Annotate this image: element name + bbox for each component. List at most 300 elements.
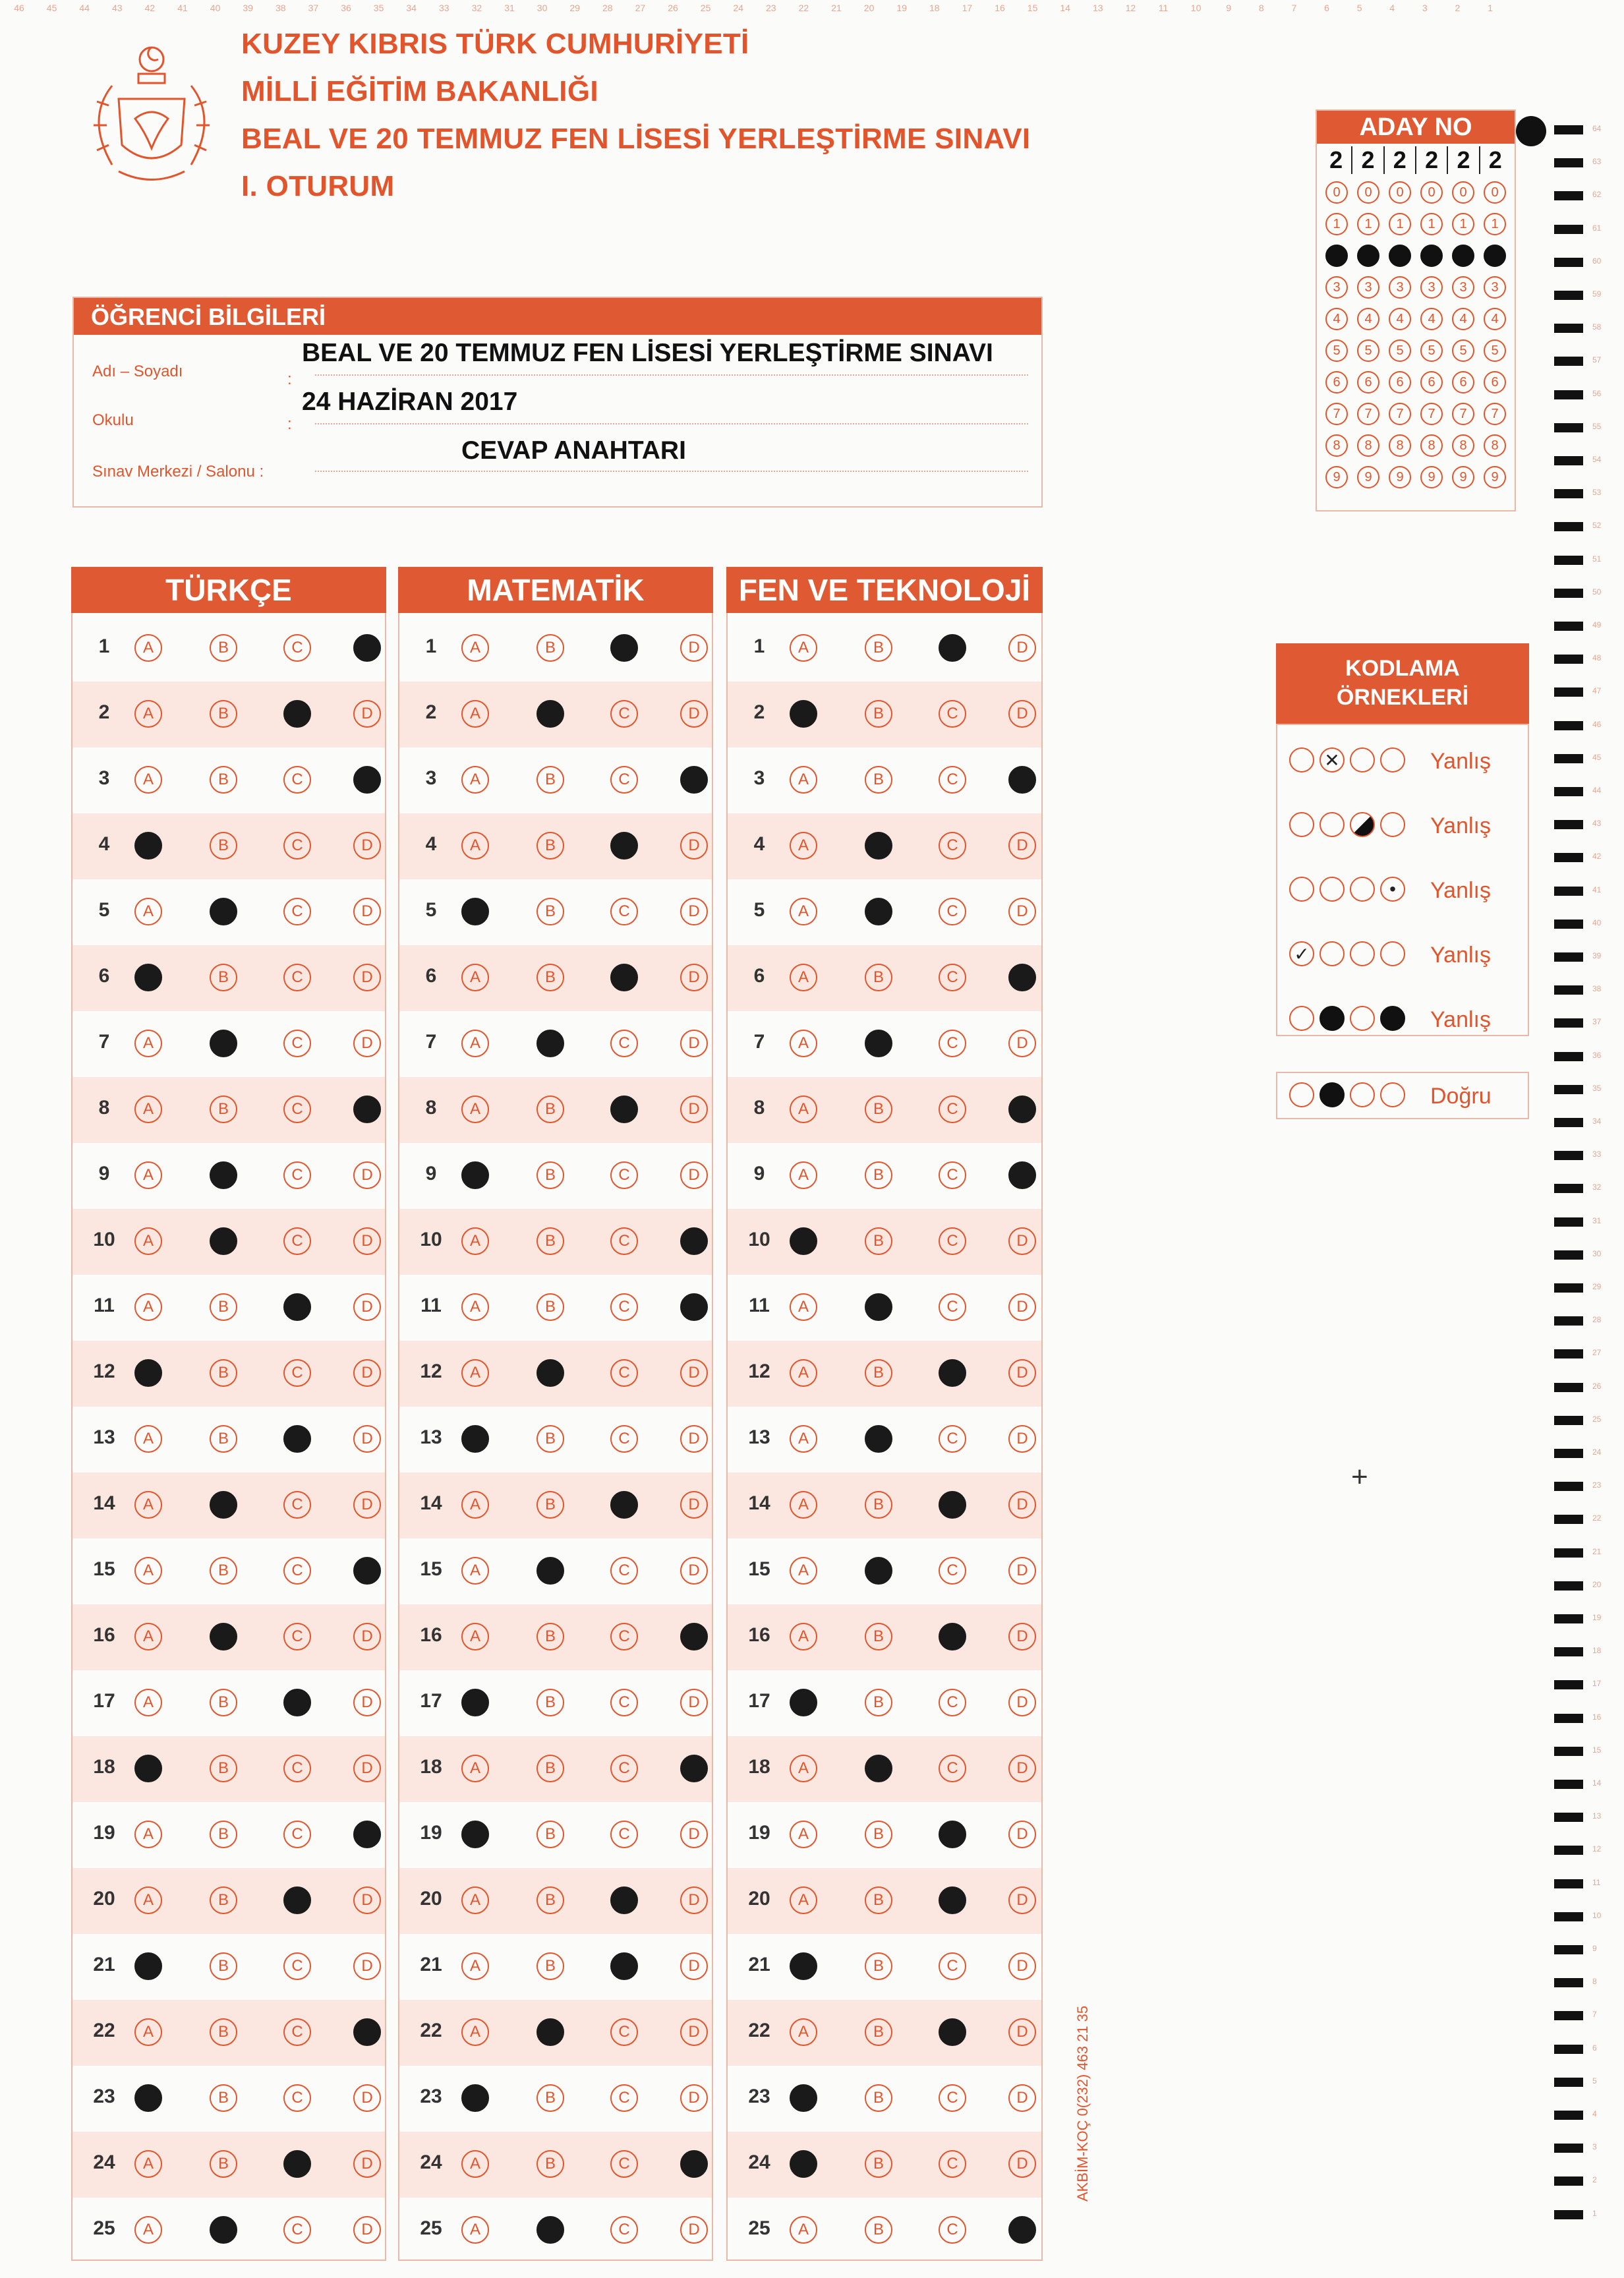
answer-bubble-c[interactable]: C	[283, 1425, 311, 1453]
answer-bubble-c[interactable]: C	[283, 2084, 311, 2112]
answer-bubble-c[interactable]: C	[283, 2150, 311, 2178]
aday-bubble-6[interactable]: 6	[1389, 371, 1411, 394]
answer-bubble-d[interactable]: D	[353, 2150, 381, 2178]
answer-bubble-a[interactable]: A	[790, 2216, 817, 2244]
answer-bubble-a[interactable]: A	[461, 1095, 489, 1123]
answer-bubble-c[interactable]: C	[610, 634, 638, 662]
answer-bubble-d[interactable]: D	[680, 766, 708, 794]
answer-bubble-b[interactable]: B	[865, 898, 892, 925]
answer-bubble-d[interactable]: D	[680, 2150, 708, 2178]
answer-bubble-c[interactable]: C	[939, 1821, 966, 1848]
answer-bubble-d[interactable]: D	[680, 1095, 708, 1123]
answer-bubble-b[interactable]: B	[536, 1689, 564, 1716]
answer-bubble-b[interactable]: B	[536, 2150, 564, 2178]
answer-bubble-b[interactable]: B	[536, 2216, 564, 2244]
answer-bubble-c[interactable]: C	[283, 1821, 311, 1848]
answer-bubble-c[interactable]: C	[610, 964, 638, 991]
answer-bubble-c[interactable]: C	[610, 832, 638, 860]
answer-bubble-d[interactable]: D	[353, 2216, 381, 2244]
aday-bubble-9[interactable]: 9	[1389, 466, 1411, 488]
answer-bubble-a[interactable]: A	[134, 1557, 162, 1585]
answer-bubble-b[interactable]: B	[865, 2084, 892, 2112]
answer-bubble-d[interactable]: D	[353, 1095, 381, 1123]
answer-bubble-b[interactable]: B	[865, 1359, 892, 1387]
answer-bubble-d[interactable]: D	[680, 2084, 708, 2112]
aday-bubble-5[interactable]: 5	[1452, 339, 1474, 362]
aday-bubble-7[interactable]: 7	[1325, 403, 1348, 425]
aday-bubble-6[interactable]: 6	[1325, 371, 1348, 394]
answer-bubble-d[interactable]: D	[353, 1886, 381, 1914]
answer-bubble-d[interactable]: D	[680, 2018, 708, 2046]
aday-bubble-6[interactable]: 6	[1452, 371, 1474, 394]
answer-bubble-d[interactable]: D	[1008, 1557, 1036, 1585]
answer-bubble-d[interactable]: D	[680, 898, 708, 925]
answer-bubble-c[interactable]: C	[283, 1161, 311, 1189]
answer-bubble-c[interactable]: C	[283, 2018, 311, 2046]
answer-bubble-a[interactable]: A	[134, 1425, 162, 1453]
answer-bubble-d[interactable]: D	[353, 1821, 381, 1848]
answer-bubble-d[interactable]: D	[1008, 1689, 1036, 1716]
answer-bubble-a[interactable]: A	[461, 634, 489, 662]
answer-bubble-b[interactable]: B	[210, 1359, 237, 1387]
answer-bubble-c[interactable]: C	[283, 1755, 311, 1782]
answer-bubble-b[interactable]: B	[865, 1293, 892, 1321]
answer-bubble-c[interactable]: C	[283, 1689, 311, 1716]
answer-bubble-b[interactable]: B	[865, 1886, 892, 1914]
aday-bubble-2[interactable]: 2	[1484, 245, 1506, 267]
answer-bubble-a[interactable]: A	[790, 766, 817, 794]
answer-bubble-d[interactable]: D	[1008, 1821, 1036, 1848]
answer-bubble-a[interactable]: A	[134, 1095, 162, 1123]
answer-bubble-d[interactable]: D	[1008, 2216, 1036, 2244]
answer-bubble-a[interactable]: A	[790, 1095, 817, 1123]
answer-bubble-c[interactable]: C	[283, 1030, 311, 1057]
answer-bubble-b[interactable]: B	[865, 2216, 892, 2244]
answer-bubble-a[interactable]: A	[790, 1359, 817, 1387]
answer-bubble-d[interactable]: D	[1008, 1359, 1036, 1387]
answer-bubble-b[interactable]: B	[536, 2084, 564, 2112]
answer-bubble-a[interactable]: A	[461, 832, 489, 860]
answer-bubble-c[interactable]: C	[939, 700, 966, 728]
answer-bubble-c[interactable]: C	[283, 964, 311, 991]
answer-bubble-c[interactable]: C	[283, 700, 311, 728]
answer-bubble-b[interactable]: B	[536, 898, 564, 925]
answer-bubble-b[interactable]: B	[210, 1886, 237, 1914]
answer-bubble-a[interactable]: A	[790, 1689, 817, 1716]
answer-bubble-a[interactable]: A	[461, 2216, 489, 2244]
answer-bubble-c[interactable]: C	[283, 832, 311, 860]
answer-bubble-d[interactable]: D	[1008, 1623, 1036, 1650]
answer-bubble-d[interactable]: D	[1008, 1491, 1036, 1519]
answer-bubble-b[interactable]: B	[210, 1755, 237, 1782]
answer-bubble-a[interactable]: A	[790, 1886, 817, 1914]
answer-bubble-c[interactable]: C	[610, 1952, 638, 1980]
aday-bubble-4[interactable]: 4	[1325, 308, 1348, 330]
answer-bubble-a[interactable]: A	[790, 964, 817, 991]
answer-bubble-a[interactable]: A	[790, 1491, 817, 1519]
answer-bubble-a[interactable]: A	[134, 1161, 162, 1189]
answer-bubble-a[interactable]: A	[461, 700, 489, 728]
answer-bubble-a[interactable]: A	[134, 1293, 162, 1321]
aday-bubble-9[interactable]: 9	[1420, 466, 1443, 488]
answer-bubble-a[interactable]: A	[790, 1755, 817, 1782]
answer-bubble-d[interactable]: D	[680, 1821, 708, 1848]
answer-bubble-c[interactable]: C	[283, 1623, 311, 1650]
answer-bubble-a[interactable]: A	[461, 964, 489, 991]
answer-bubble-c[interactable]: C	[610, 1161, 638, 1189]
answer-bubble-b[interactable]: B	[865, 1821, 892, 1848]
answer-bubble-b[interactable]: B	[865, 1755, 892, 1782]
answer-bubble-c[interactable]: C	[283, 1227, 311, 1255]
answer-bubble-b[interactable]: B	[210, 2018, 237, 2046]
answer-bubble-b[interactable]: B	[536, 1425, 564, 1453]
answer-bubble-b[interactable]: B	[536, 1623, 564, 1650]
aday-bubble-1[interactable]: 1	[1452, 213, 1474, 235]
answer-bubble-c[interactable]: C	[939, 1886, 966, 1914]
answer-bubble-d[interactable]: D	[680, 1227, 708, 1255]
answer-bubble-b[interactable]: B	[536, 1952, 564, 1980]
aday-bubble-0[interactable]: 0	[1452, 181, 1474, 204]
answer-bubble-a[interactable]: A	[134, 634, 162, 662]
aday-bubble-7[interactable]: 7	[1420, 403, 1443, 425]
aday-bubble-3[interactable]: 3	[1484, 276, 1506, 299]
aday-bubble-9[interactable]: 9	[1484, 466, 1506, 488]
aday-bubble-7[interactable]: 7	[1484, 403, 1506, 425]
answer-bubble-c[interactable]: C	[939, 634, 966, 662]
answer-bubble-b[interactable]: B	[210, 832, 237, 860]
aday-bubble-4[interactable]: 4	[1357, 308, 1379, 330]
answer-bubble-d[interactable]: D	[353, 1557, 381, 1585]
answer-bubble-d[interactable]: D	[353, 1623, 381, 1650]
answer-bubble-c[interactable]: C	[610, 1755, 638, 1782]
answer-bubble-c[interactable]: C	[610, 1293, 638, 1321]
answer-bubble-a[interactable]: A	[134, 2216, 162, 2244]
aday-bubble-5[interactable]: 5	[1389, 339, 1411, 362]
answer-bubble-a[interactable]: A	[790, 1227, 817, 1255]
answer-bubble-b[interactable]: B	[865, 1952, 892, 1980]
answer-bubble-b[interactable]: B	[536, 700, 564, 728]
answer-bubble-c[interactable]: C	[939, 1227, 966, 1255]
answer-bubble-c[interactable]: C	[939, 1425, 966, 1453]
answer-bubble-d[interactable]: D	[680, 964, 708, 991]
answer-bubble-b[interactable]: B	[865, 1425, 892, 1453]
answer-bubble-a[interactable]: A	[461, 1491, 489, 1519]
answer-bubble-a[interactable]: A	[134, 1030, 162, 1057]
answer-bubble-b[interactable]: B	[210, 1952, 237, 1980]
answer-bubble-c[interactable]: C	[939, 1755, 966, 1782]
aday-bubble-9[interactable]: 9	[1357, 466, 1379, 488]
aday-bubble-7[interactable]: 7	[1357, 403, 1379, 425]
answer-bubble-a[interactable]: A	[461, 1557, 489, 1585]
answer-bubble-d[interactable]: D	[680, 1557, 708, 1585]
answer-bubble-c[interactable]: C	[610, 1491, 638, 1519]
answer-bubble-a[interactable]: A	[790, 1293, 817, 1321]
aday-bubble-8[interactable]: 8	[1420, 434, 1443, 457]
aday-bubble-4[interactable]: 4	[1389, 308, 1411, 330]
answer-bubble-a[interactable]: A	[134, 766, 162, 794]
aday-bubble-3[interactable]: 3	[1389, 276, 1411, 299]
answer-bubble-a[interactable]: A	[790, 2018, 817, 2046]
answer-bubble-b[interactable]: B	[210, 2216, 237, 2244]
answer-bubble-a[interactable]: A	[790, 1952, 817, 1980]
answer-bubble-d[interactable]: D	[1008, 832, 1036, 860]
aday-bubble-8[interactable]: 8	[1484, 434, 1506, 457]
answer-bubble-a[interactable]: A	[134, 898, 162, 925]
answer-bubble-c[interactable]: C	[939, 2216, 966, 2244]
answer-bubble-b[interactable]: B	[210, 700, 237, 728]
answer-bubble-a[interactable]: A	[134, 964, 162, 991]
answer-bubble-c[interactable]: C	[939, 898, 966, 925]
aday-bubble-5[interactable]: 5	[1484, 339, 1506, 362]
answer-bubble-c[interactable]: C	[283, 1557, 311, 1585]
answer-bubble-d[interactable]: D	[353, 700, 381, 728]
answer-bubble-d[interactable]: D	[1008, 1030, 1036, 1057]
aday-bubble-5[interactable]: 5	[1357, 339, 1379, 362]
answer-bubble-d[interactable]: D	[680, 2216, 708, 2244]
answer-bubble-b[interactable]: B	[210, 1095, 237, 1123]
aday-bubble-7[interactable]: 7	[1452, 403, 1474, 425]
answer-bubble-b[interactable]: B	[210, 1821, 237, 1848]
answer-bubble-a[interactable]: A	[790, 832, 817, 860]
answer-bubble-c[interactable]: C	[939, 1095, 966, 1123]
answer-bubble-b[interactable]: B	[210, 2150, 237, 2178]
answer-bubble-d[interactable]: D	[1008, 1095, 1036, 1123]
answer-bubble-b[interactable]: B	[865, 1491, 892, 1519]
aday-bubble-4[interactable]: 4	[1420, 308, 1443, 330]
answer-bubble-a[interactable]: A	[134, 1359, 162, 1387]
answer-bubble-a[interactable]: A	[461, 766, 489, 794]
aday-bubble-3[interactable]: 3	[1325, 276, 1348, 299]
aday-bubble-8[interactable]: 8	[1357, 434, 1379, 457]
answer-bubble-c[interactable]: C	[283, 2216, 311, 2244]
answer-bubble-d[interactable]: D	[353, 1227, 381, 1255]
answer-bubble-d[interactable]: D	[353, 634, 381, 662]
aday-bubble-1[interactable]: 1	[1325, 213, 1348, 235]
answer-bubble-b[interactable]: B	[536, 1227, 564, 1255]
answer-bubble-a[interactable]: A	[790, 1557, 817, 1585]
answer-bubble-a[interactable]: A	[134, 1952, 162, 1980]
answer-bubble-c[interactable]: C	[610, 1425, 638, 1453]
answer-bubble-b[interactable]: B	[210, 1623, 237, 1650]
answer-bubble-c[interactable]: C	[939, 2150, 966, 2178]
answer-bubble-d[interactable]: D	[1008, 2084, 1036, 2112]
answer-bubble-c[interactable]: C	[610, 1886, 638, 1914]
answer-bubble-b[interactable]: B	[536, 634, 564, 662]
aday-bubble-4[interactable]: 4	[1484, 308, 1506, 330]
answer-bubble-a[interactable]: A	[461, 1689, 489, 1716]
answer-bubble-a[interactable]: A	[134, 1821, 162, 1848]
answer-bubble-b[interactable]: B	[865, 1161, 892, 1189]
answer-bubble-a[interactable]: A	[134, 2018, 162, 2046]
answer-bubble-a[interactable]: A	[134, 1886, 162, 1914]
answer-bubble-d[interactable]: D	[1008, 700, 1036, 728]
aday-bubble-2[interactable]: 2	[1325, 245, 1348, 267]
answer-bubble-b[interactable]: B	[536, 1821, 564, 1848]
answer-bubble-a[interactable]: A	[461, 1886, 489, 1914]
answer-bubble-d[interactable]: D	[680, 1952, 708, 1980]
answer-bubble-a[interactable]: A	[790, 634, 817, 662]
aday-bubble-2[interactable]: 2	[1420, 245, 1443, 267]
answer-bubble-a[interactable]: A	[461, 1623, 489, 1650]
answer-bubble-d[interactable]: D	[680, 1491, 708, 1519]
answer-bubble-c[interactable]: C	[939, 1557, 966, 1585]
answer-bubble-c[interactable]: C	[610, 1821, 638, 1848]
answer-bubble-b[interactable]: B	[210, 1161, 237, 1189]
answer-bubble-a[interactable]: A	[461, 1293, 489, 1321]
aday-bubble-8[interactable]: 8	[1452, 434, 1474, 457]
answer-bubble-d[interactable]: D	[353, 832, 381, 860]
answer-bubble-b[interactable]: B	[210, 964, 237, 991]
answer-bubble-c[interactable]: C	[939, 1623, 966, 1650]
answer-bubble-d[interactable]: D	[1008, 1161, 1036, 1189]
answer-bubble-a[interactable]: A	[134, 2084, 162, 2112]
answer-bubble-d[interactable]: D	[1008, 964, 1036, 991]
answer-bubble-d[interactable]: D	[680, 700, 708, 728]
answer-bubble-a[interactable]: A	[790, 700, 817, 728]
answer-bubble-b[interactable]: B	[210, 634, 237, 662]
answer-bubble-c[interactable]: C	[610, 700, 638, 728]
answer-bubble-d[interactable]: D	[680, 1161, 708, 1189]
answer-bubble-c[interactable]: C	[939, 766, 966, 794]
answer-bubble-c[interactable]: C	[939, 1030, 966, 1057]
answer-bubble-c[interactable]: C	[610, 2150, 638, 2178]
answer-bubble-b[interactable]: B	[536, 832, 564, 860]
answer-bubble-d[interactable]: D	[353, 1425, 381, 1453]
aday-bubble-5[interactable]: 5	[1420, 339, 1443, 362]
answer-bubble-a[interactable]: A	[790, 1030, 817, 1057]
answer-bubble-b[interactable]: B	[210, 1425, 237, 1453]
aday-bubble-8[interactable]: 8	[1325, 434, 1348, 457]
aday-bubble-9[interactable]: 9	[1325, 466, 1348, 488]
answer-bubble-d[interactable]: D	[353, 2084, 381, 2112]
aday-bubble-1[interactable]: 1	[1389, 213, 1411, 235]
answer-bubble-b[interactable]: B	[536, 1755, 564, 1782]
answer-bubble-a[interactable]: A	[790, 898, 817, 925]
answer-bubble-c[interactable]: C	[610, 1095, 638, 1123]
answer-bubble-c[interactable]: C	[610, 2216, 638, 2244]
answer-bubble-d[interactable]: D	[1008, 634, 1036, 662]
answer-bubble-a[interactable]: A	[461, 1161, 489, 1189]
answer-bubble-d[interactable]: D	[353, 1755, 381, 1782]
answer-bubble-b[interactable]: B	[865, 1557, 892, 1585]
answer-bubble-d[interactable]: D	[680, 1689, 708, 1716]
answer-bubble-a[interactable]: A	[134, 2150, 162, 2178]
aday-bubble-1[interactable]: 1	[1357, 213, 1379, 235]
answer-bubble-d[interactable]: D	[680, 1030, 708, 1057]
answer-bubble-d[interactable]: D	[1008, 1886, 1036, 1914]
answer-bubble-a[interactable]: A	[461, 1755, 489, 1782]
answer-bubble-c[interactable]: C	[610, 1030, 638, 1057]
answer-bubble-d[interactable]: D	[1008, 766, 1036, 794]
answer-bubble-d[interactable]: D	[353, 1952, 381, 1980]
answer-bubble-a[interactable]: A	[790, 1623, 817, 1650]
aday-bubble-0[interactable]: 0	[1389, 181, 1411, 204]
answer-bubble-b[interactable]: B	[536, 2018, 564, 2046]
aday-bubble-0[interactable]: 0	[1420, 181, 1443, 204]
answer-bubble-c[interactable]: C	[610, 1689, 638, 1716]
answer-bubble-a[interactable]: A	[461, 1425, 489, 1453]
answer-bubble-c[interactable]: C	[283, 1952, 311, 1980]
answer-bubble-b[interactable]: B	[865, 766, 892, 794]
aday-bubble-1[interactable]: 1	[1484, 213, 1506, 235]
answer-bubble-b[interactable]: B	[210, 1293, 237, 1321]
answer-bubble-c[interactable]: C	[610, 898, 638, 925]
answer-bubble-c[interactable]: C	[283, 1886, 311, 1914]
answer-bubble-d[interactable]: D	[1008, 898, 1036, 925]
answer-bubble-b[interactable]: B	[865, 700, 892, 728]
answer-bubble-b[interactable]: B	[210, 1557, 237, 1585]
answer-bubble-c[interactable]: C	[610, 1623, 638, 1650]
answer-bubble-d[interactable]: D	[353, 898, 381, 925]
answer-bubble-b[interactable]: B	[536, 1359, 564, 1387]
answer-bubble-b[interactable]: B	[536, 1557, 564, 1585]
answer-bubble-b[interactable]: B	[536, 1161, 564, 1189]
answer-bubble-b[interactable]: B	[210, 898, 237, 925]
answer-bubble-a[interactable]: A	[790, 1821, 817, 1848]
aday-bubble-2[interactable]: 2	[1452, 245, 1474, 267]
answer-bubble-a[interactable]: A	[134, 1491, 162, 1519]
answer-bubble-a[interactable]: A	[461, 1227, 489, 1255]
aday-bubble-3[interactable]: 3	[1420, 276, 1443, 299]
answer-bubble-b[interactable]: B	[536, 1030, 564, 1057]
answer-bubble-b[interactable]: B	[865, 2150, 892, 2178]
answer-bubble-c[interactable]: C	[283, 1293, 311, 1321]
answer-bubble-d[interactable]: D	[1008, 1227, 1036, 1255]
answer-bubble-b[interactable]: B	[536, 1095, 564, 1123]
aday-bubble-5[interactable]: 5	[1325, 339, 1348, 362]
answer-bubble-c[interactable]: C	[283, 1359, 311, 1387]
answer-bubble-c[interactable]: C	[610, 766, 638, 794]
answer-bubble-b[interactable]: B	[536, 1293, 564, 1321]
answer-bubble-c[interactable]: C	[939, 1161, 966, 1189]
answer-bubble-a[interactable]: A	[461, 1359, 489, 1387]
answer-bubble-b[interactable]: B	[865, 1227, 892, 1255]
answer-bubble-b[interactable]: B	[865, 1689, 892, 1716]
answer-bubble-c[interactable]: C	[939, 1359, 966, 1387]
answer-bubble-c[interactable]: C	[939, 832, 966, 860]
answer-bubble-b[interactable]: B	[536, 964, 564, 991]
aday-bubble-0[interactable]: 0	[1484, 181, 1506, 204]
answer-bubble-c[interactable]: C	[610, 1227, 638, 1255]
answer-bubble-b[interactable]: B	[210, 1689, 237, 1716]
answer-bubble-a[interactable]: A	[790, 2084, 817, 2112]
answer-bubble-a[interactable]: A	[134, 1623, 162, 1650]
answer-bubble-a[interactable]: A	[790, 1425, 817, 1453]
answer-bubble-a[interactable]: A	[134, 1689, 162, 1716]
answer-bubble-b[interactable]: B	[210, 766, 237, 794]
answer-bubble-c[interactable]: C	[939, 2084, 966, 2112]
answer-bubble-b[interactable]: B	[536, 1886, 564, 1914]
answer-bubble-a[interactable]: A	[461, 898, 489, 925]
answer-bubble-d[interactable]: D	[680, 634, 708, 662]
answer-bubble-c[interactable]: C	[283, 634, 311, 662]
answer-bubble-b[interactable]: B	[536, 766, 564, 794]
answer-bubble-d[interactable]: D	[680, 1755, 708, 1782]
answer-bubble-d[interactable]: D	[353, 1293, 381, 1321]
answer-bubble-d[interactable]: D	[353, 2018, 381, 2046]
answer-bubble-c[interactable]: C	[939, 1689, 966, 1716]
answer-bubble-d[interactable]: D	[680, 1886, 708, 1914]
answer-bubble-a[interactable]: A	[134, 700, 162, 728]
answer-bubble-d[interactable]: D	[1008, 1952, 1036, 1980]
answer-bubble-c[interactable]: C	[610, 1557, 638, 1585]
answer-bubble-d[interactable]: D	[1008, 2150, 1036, 2178]
answer-bubble-c[interactable]: C	[610, 1359, 638, 1387]
answer-bubble-d[interactable]: D	[353, 1491, 381, 1519]
answer-bubble-c[interactable]: C	[283, 898, 311, 925]
answer-bubble-d[interactable]: D	[353, 1030, 381, 1057]
aday-bubble-2[interactable]: 2	[1389, 245, 1411, 267]
